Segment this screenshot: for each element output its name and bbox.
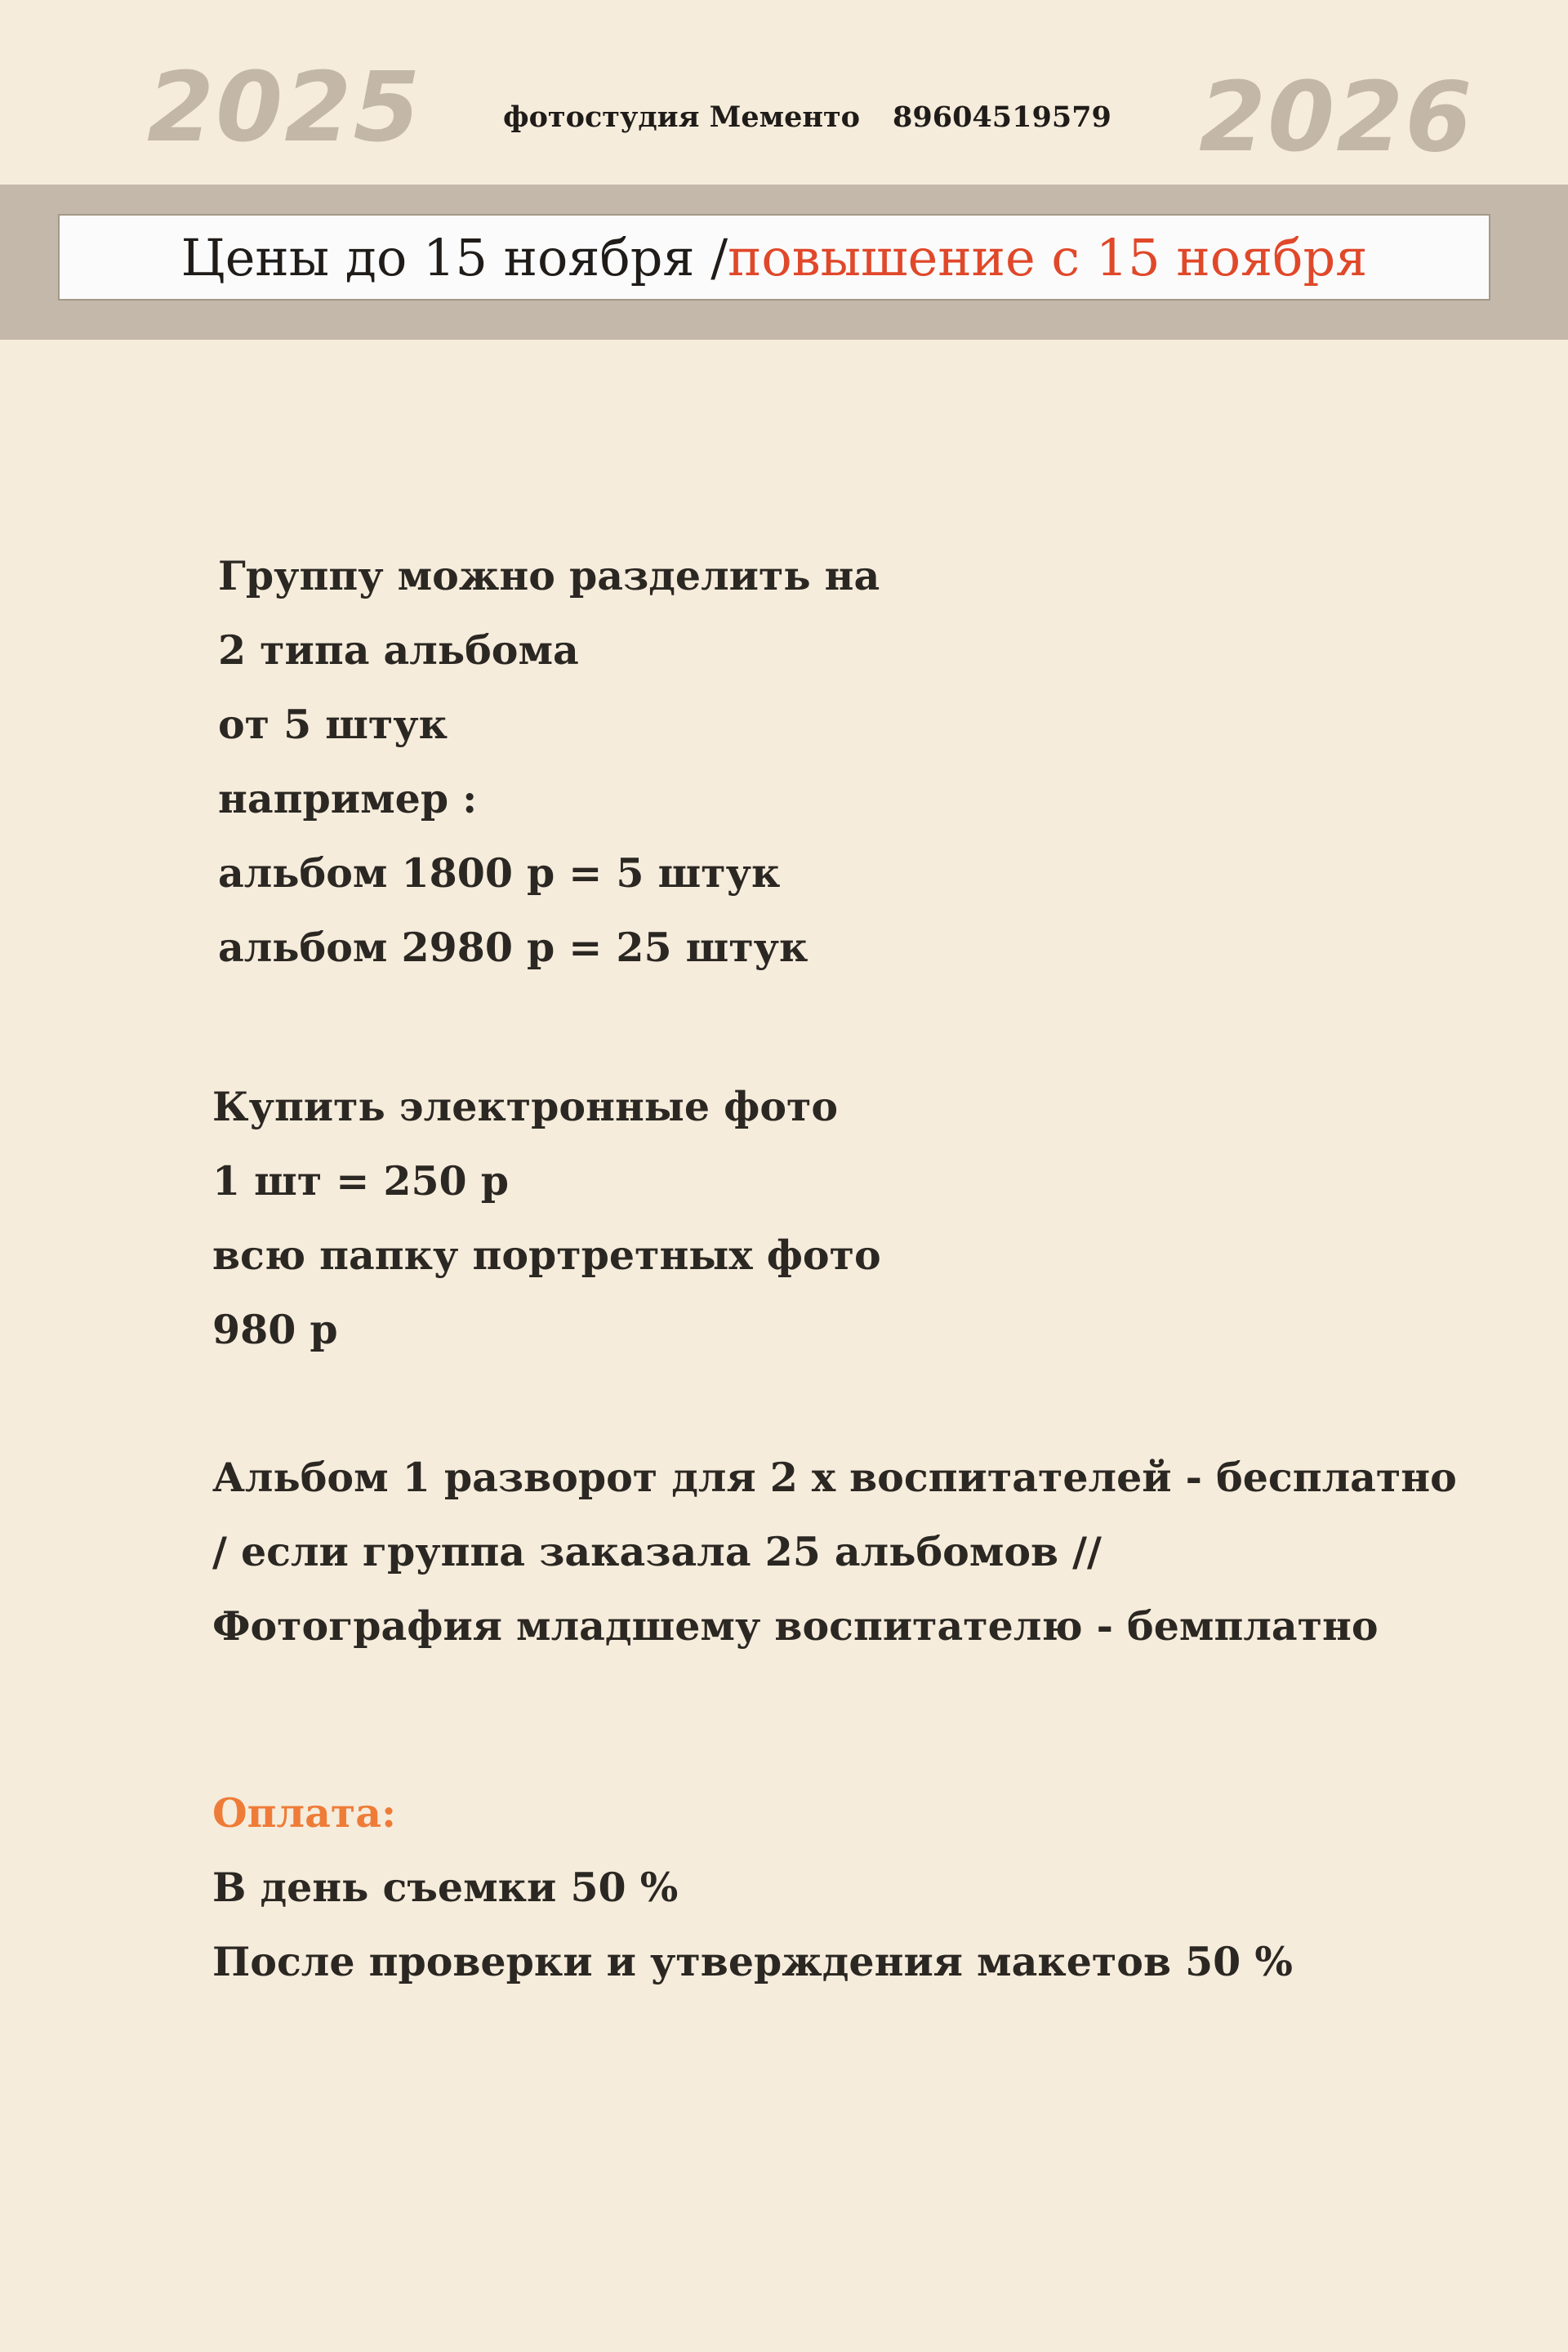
teachers-line: Альбом 1 разворот для 2 х воспитателей - бесплатно bbox=[212, 1454, 1457, 1501]
group-split-line: альбом 1800 р = 5 штук bbox=[218, 849, 781, 897]
group-split-line: альбом 2980 р = 25 штук bbox=[218, 924, 808, 971]
year-2025: 2025 bbox=[147, 51, 422, 163]
year-2026: 2026 bbox=[1199, 60, 1474, 173]
teachers-section bbox=[212, 1441, 1457, 1664]
prices-until-text: Цены до 15 ноября / bbox=[180, 227, 728, 287]
studio-name: фотостудия Мементо bbox=[503, 100, 861, 134]
digital-photos-section bbox=[212, 1070, 881, 1367]
digital-photos-line: Купить электронные фото bbox=[212, 1083, 839, 1130]
studio-phone: 89604519579 bbox=[893, 100, 1111, 134]
price-increase-text: повышение с 15 ноября bbox=[728, 227, 1368, 287]
payment-title: Оплата: bbox=[212, 1789, 397, 1837]
digital-photos-line: 1 шт = 250 р bbox=[212, 1157, 509, 1205]
teachers-line: / если группа заказала 25 альбомов // bbox=[212, 1528, 1102, 1575]
digital-photos-line: 980 р bbox=[212, 1306, 338, 1353]
payment-line: После проверки и утверждения макетов 50 % bbox=[212, 1938, 1293, 1985]
group-split-line: например : bbox=[218, 775, 478, 822]
teachers-line: Фотография младшему воспитателю - бемплатно bbox=[212, 1602, 1379, 1650]
group-split-line: от 5 штук bbox=[218, 701, 448, 748]
price-banner bbox=[58, 214, 1490, 301]
group-split-line: Группу можно разделить на bbox=[218, 552, 880, 599]
group-split-section bbox=[218, 539, 880, 985]
payment-section bbox=[212, 1776, 1293, 1999]
payment-line: В день съемки 50 % bbox=[212, 1864, 679, 1911]
studio-contact bbox=[503, 100, 1111, 134]
digital-photos-line: всю папку портретных фото bbox=[212, 1232, 881, 1279]
group-split-line: 2 типа альбома bbox=[218, 626, 579, 674]
